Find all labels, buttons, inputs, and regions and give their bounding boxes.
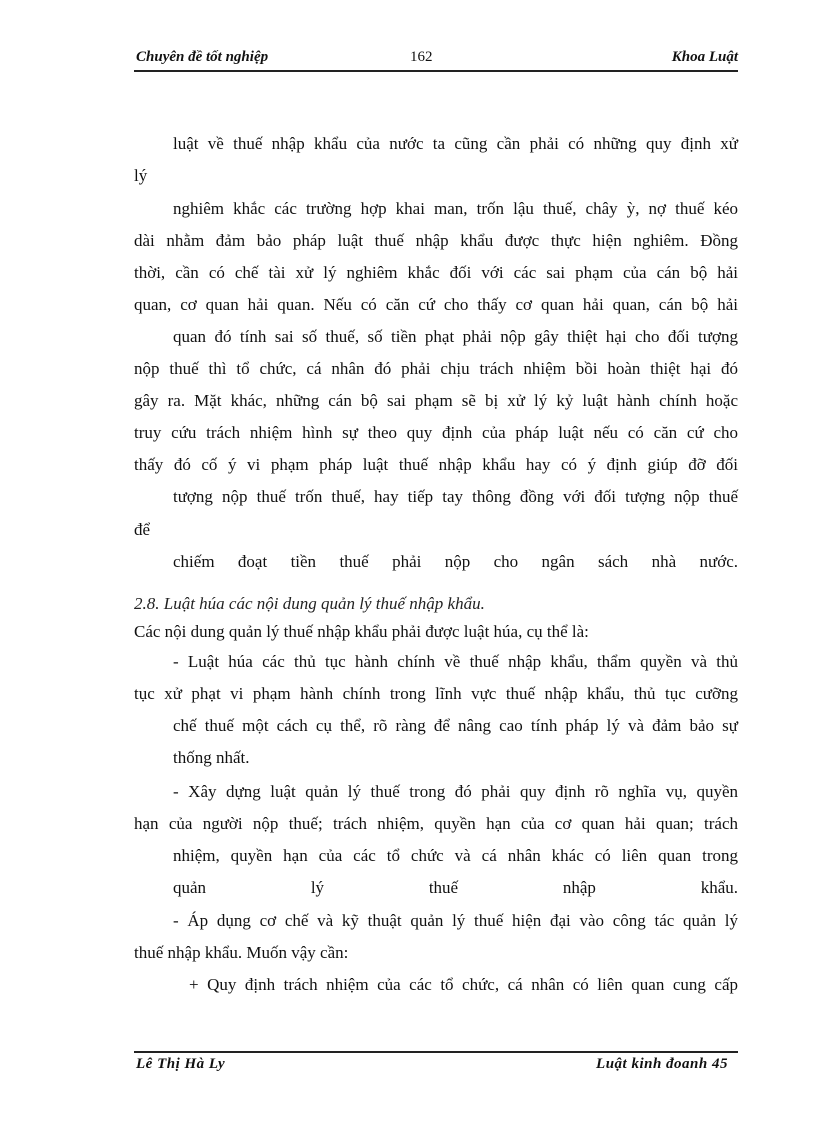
header-department: Khoa Luật bbox=[671, 49, 738, 65]
text-line: thống nhất. bbox=[173, 748, 250, 767]
text-line: quan đó tính sai số thuế, số tiền phạt phải nộp gây thiệt hại cho đối tượng bbox=[173, 327, 738, 346]
text-line: Các nội dung quản lý thuế nhập khẩu phải được luật húa, cụ thể là: bbox=[134, 622, 589, 641]
text-line: chiếm đoạt tiền thuế phải nộp cho ngân sách nhà nước. bbox=[173, 552, 738, 571]
text-line: chế thuế một cách cụ thể, rõ ràng để nâng cao tính pháp lý và đảm bảo sự bbox=[173, 716, 738, 735]
text-line: nhiệm, quyền hạn của các tổ chức và cá nhân khác có liên quan trong bbox=[173, 846, 738, 865]
text-line: để bbox=[134, 520, 151, 539]
page-number: 162 bbox=[410, 49, 433, 65]
page-header bbox=[134, 44, 738, 70]
section-heading: 2.8. Luật húa các nội dung quản lý thuế nhập khẩu. bbox=[134, 594, 485, 613]
text-line: quản lý thuế nhập khẩu. bbox=[173, 878, 738, 897]
text-line: thuế nhập khẩu. Muốn vậy cần: bbox=[134, 943, 349, 962]
text-line: thấy đó cố ý vi phạm pháp luật thuế nhập khẩu hay có ý định giúp đỡ đối bbox=[134, 455, 738, 474]
text-line: nộp thuế thì tổ chức, cá nhân đó phải chịu trách nhiệm bồi hoàn thiệt hại đó bbox=[134, 359, 738, 378]
text-line: - Áp dụng cơ chế và kỹ thuật quản lý thuế hiện đại vào công tác quản lý bbox=[173, 911, 738, 930]
text-line: + Quy định trách nhiệm của các tổ chức, cá nhân có liên quan cung cấp bbox=[189, 975, 738, 994]
text-line: nghiêm khắc các trường hợp khai man, trốn lậu thuế, chây ỳ, nợ thuế kéo bbox=[173, 199, 738, 218]
text-line: lý bbox=[134, 166, 148, 185]
text-line: luật về thuế nhập khẩu của nước ta cũng cần phải có những quy định xử bbox=[173, 134, 738, 153]
page-footer bbox=[134, 1054, 738, 1078]
text-line: - Xây dựng luật quản lý thuế trong đó phải quy định rõ nghĩa vụ, quyền bbox=[173, 782, 738, 801]
text-line: hạn của người nộp thuế; trách nhiệm, quyền hạn của cơ quan hải quan; trách bbox=[134, 814, 738, 833]
header-title: Chuyên đề tốt nghiệp bbox=[136, 49, 269, 65]
text-line: tượng nộp thuế trốn thuế, hay tiếp tay thông đồng với đối tượng nộp thuế bbox=[173, 487, 738, 506]
footer-rule bbox=[134, 1051, 738, 1053]
header-rule bbox=[134, 70, 738, 72]
footer-class: Luật kinh đoanh 45 bbox=[596, 1056, 728, 1072]
text-line: truy cứu trách nhiệm hình sự theo quy định của pháp luật nếu có căn cứ cho bbox=[134, 423, 738, 442]
text-line: quan, cơ quan hải quan. Nếu có căn cứ cho thấy cơ quan hải quan, cán bộ hải bbox=[134, 295, 738, 314]
footer-author: Lê Thị Hà Ly bbox=[136, 1056, 226, 1072]
text-line: thời, cần có chế tài xử lý nghiêm khắc đối với các sai phạm của cán bộ hải bbox=[134, 263, 738, 282]
text-line: dài nhằm đảm bảo pháp luật thuế nhập khẩu được thực hiện nghiêm. Đồng bbox=[134, 231, 738, 250]
text-line: tục xử phạt vi phạm hành chính trong lĩnh vực thuế nhập khẩu, thủ tục cưỡng bbox=[134, 684, 738, 703]
text-line: gây ra. Mặt khác, những cán bộ sai phạm sẽ bị xử lý kỷ luật hành chính hoặc bbox=[134, 391, 738, 410]
text-line: - Luật húa các thủ tục hành chính về thuế nhập khẩu, thẩm quyền và thủ bbox=[173, 652, 738, 671]
